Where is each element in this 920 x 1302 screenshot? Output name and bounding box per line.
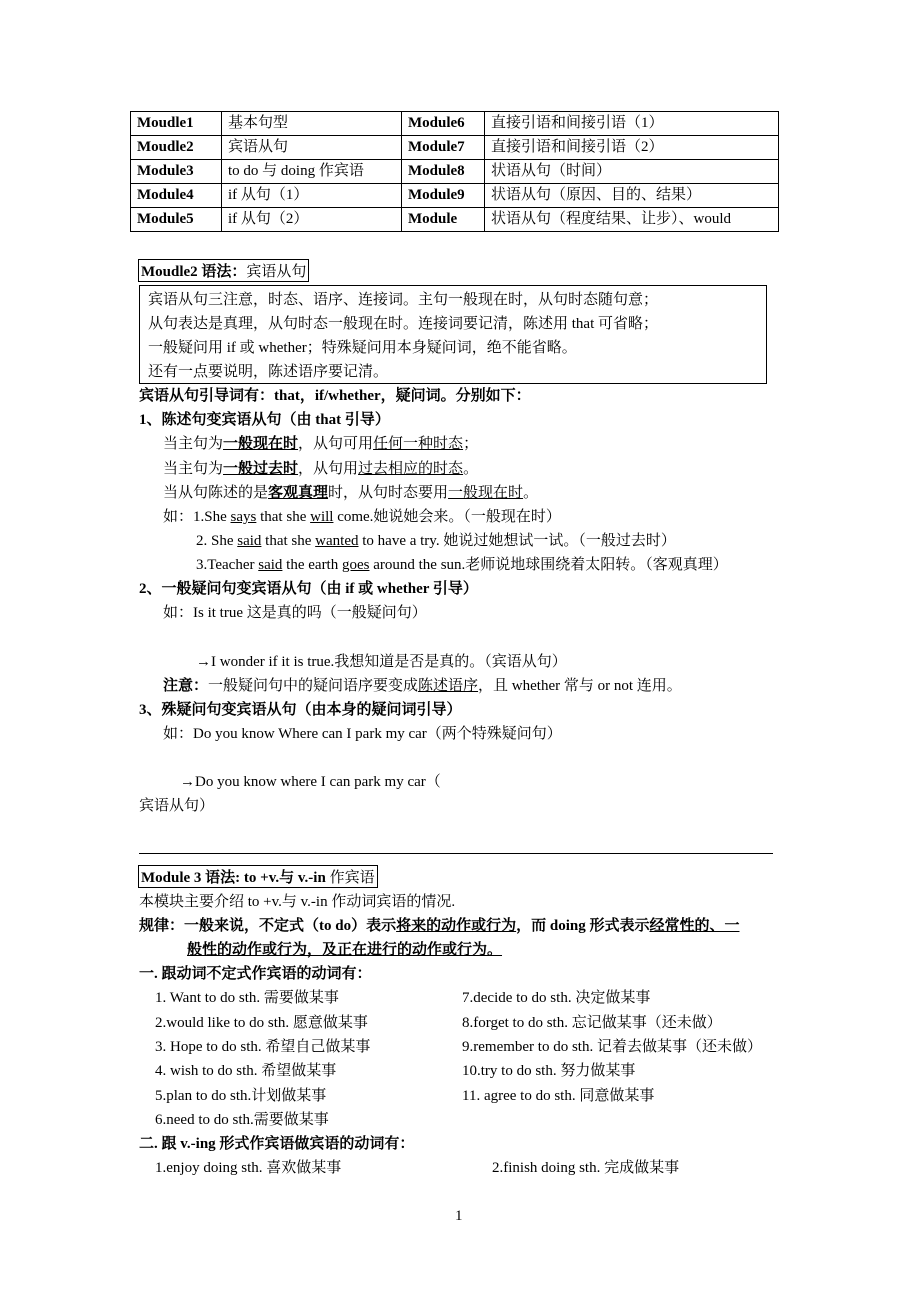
module-row	[131, 112, 779, 136]
note: 注意：一般疑问句中的疑问语序要变成陈述语序，且 whether 常与 or not 连用。	[163, 678, 682, 694]
gerund-verb-1: 1.enjoy doing sth. 喜欢做某事	[155, 1160, 342, 1176]
rule-line: 还有一点要说明，陈述语序要记清。	[148, 364, 389, 380]
module-id: Moudle1	[131, 112, 222, 136]
module-topic: 直接引语和间接引语（1）	[485, 112, 779, 136]
module-id: Module6	[402, 112, 485, 136]
divider	[139, 853, 773, 854]
verb-item: 11. agree to do sth. 同意做某事	[462, 1088, 655, 1104]
s2-arrow-example: →I wonder if it is true.我想知道是否是真的。（宾语从句）	[196, 654, 567, 670]
m3-intro: 本模块主要介绍 to +v.与 v.-in 作动词宾语的情况.	[139, 894, 456, 910]
module-topic: if 从句（2）	[222, 208, 402, 232]
m3-section-2-title: 二. 跟 v.-ing 形式作宾语做宾语的动词有：	[139, 1136, 415, 1152]
module-id: Module9	[402, 184, 485, 208]
s3-tail: 宾语从句）	[139, 798, 215, 814]
module-row	[131, 160, 779, 184]
s1-line-2: 当主句为一般过去时，从句用过去相应的时态。	[163, 461, 479, 477]
verb-item: 2.would like to do sth. 愿意做某事	[155, 1015, 368, 1031]
verb-item: 1. Want to do sth. 需要做某事	[155, 990, 339, 1006]
verb-item: 7.decide to do sth. 决定做某事	[462, 990, 651, 1006]
module-id: Module3	[131, 160, 222, 184]
example-3: 3.Teacher said the earth goes around the sun.老师说地球围绕着太阳转。（客观真理）	[196, 557, 728, 573]
m3-rule-line1: 规律：一般来说，不定式（to do）表示将来的动作或行为，而 doing 形式表示经常性的、一	[139, 918, 740, 934]
module-topic: 状语从句（原因、目的、结果）	[485, 184, 779, 208]
section-1-title: 1、陈述句变宾语从句（由 that 引导）	[139, 412, 390, 428]
m2-intro: 宾语从句引导词有：that，if/whether，疑问词。分别如下：	[139, 388, 531, 404]
module-topic: 状语从句（程度结果、让步）、would	[485, 208, 779, 232]
module-id: Module5	[131, 208, 222, 232]
module-row	[131, 208, 779, 232]
page-number: 1	[455, 1208, 463, 1224]
s1-line-3: 当从句陈述的是客观真理时，从句时态要用一般现在时。	[163, 485, 539, 501]
s2-example: 如：Is it true 这是真的吗（一般疑问句）	[163, 605, 427, 621]
section-3-title: 3、殊疑问句变宾语从句（由本身的疑问词引导）	[139, 702, 462, 718]
verb-item: 4. wish to do sth. 希望做某事	[155, 1063, 337, 1079]
s3-arrow-example: →Do you know where I can park my car（	[180, 774, 441, 790]
module-table	[130, 111, 779, 232]
module-id: Moudle2	[131, 136, 222, 160]
verb-item: 6.need to do sth.需要做某事	[155, 1112, 329, 1128]
module-topic: 直接引语和间接引语（2）	[485, 136, 779, 160]
s1-line-1: 当主句为一般现在时，从句可用任何一种时态；	[163, 436, 479, 452]
m3-rule-line2: 般性的动作或行为，及正在进行的动作或行为。	[187, 942, 503, 958]
module2-heading: Moudle2 语法：宾语从句	[138, 259, 309, 282]
section-2-title: 2、一般疑问句变宾语从句（由 if 或 whether 引导）	[139, 581, 478, 597]
s3-example: 如：Do you know Where can I park my car（两个特殊疑问句）	[163, 726, 562, 742]
module-id: Module	[402, 208, 485, 232]
verb-item: 10.try to do sth. 努力做某事	[462, 1063, 636, 1079]
module3-heading: Module 3 语法: to +v.与 v.-in 作宾语	[138, 865, 378, 888]
module-id: Module4	[131, 184, 222, 208]
module-topic: 状语从句（时间）	[485, 160, 779, 184]
verb-item: 8.forget to do sth. 忘记做某事（还未做）	[462, 1015, 722, 1031]
module-id: Module7	[402, 136, 485, 160]
verb-item: 5.plan to do sth.计划做某事	[155, 1088, 327, 1104]
module-row	[131, 184, 779, 208]
rule-line: 宾语从句三注意，时态、语序、连接词。主句一般现在时，从句时态随句意；	[148, 292, 659, 308]
verb-item: 3. Hope to do sth. 希望自己做某事	[155, 1039, 371, 1055]
example-1: 如：1.She says that she will come.她说她会来。（一般现在时）	[163, 509, 561, 525]
module-topic: if 从句（1）	[222, 184, 402, 208]
example-2: 2. She said that she wanted to have a try. 她说过她想试一试。（一般过去时）	[196, 533, 676, 549]
rule-line: 一般疑问用 if 或 whether；特殊疑问用本身疑问词，绝不能省略。	[148, 340, 577, 356]
module-id: Module8	[402, 160, 485, 184]
module-topic: to do 与 doing 作宾语	[222, 160, 402, 184]
module-row	[131, 136, 779, 160]
gerund-verb-2: 2.finish doing sth. 完成做某事	[492, 1160, 680, 1176]
rule-line: 从句表达是真理，从句时态一般现在时。连接词要记清，陈述用 that 可省略；	[148, 316, 658, 332]
module-topic: 宾语从句	[222, 136, 402, 160]
module-topic: 基本句型	[222, 112, 402, 136]
m3-section-1-title: 一. 跟动词不定式作宾语的动词有：	[139, 966, 372, 982]
verb-item: 9.remember to do sth. 记着去做某事（还未做）	[462, 1039, 762, 1055]
rule-box	[139, 285, 767, 384]
